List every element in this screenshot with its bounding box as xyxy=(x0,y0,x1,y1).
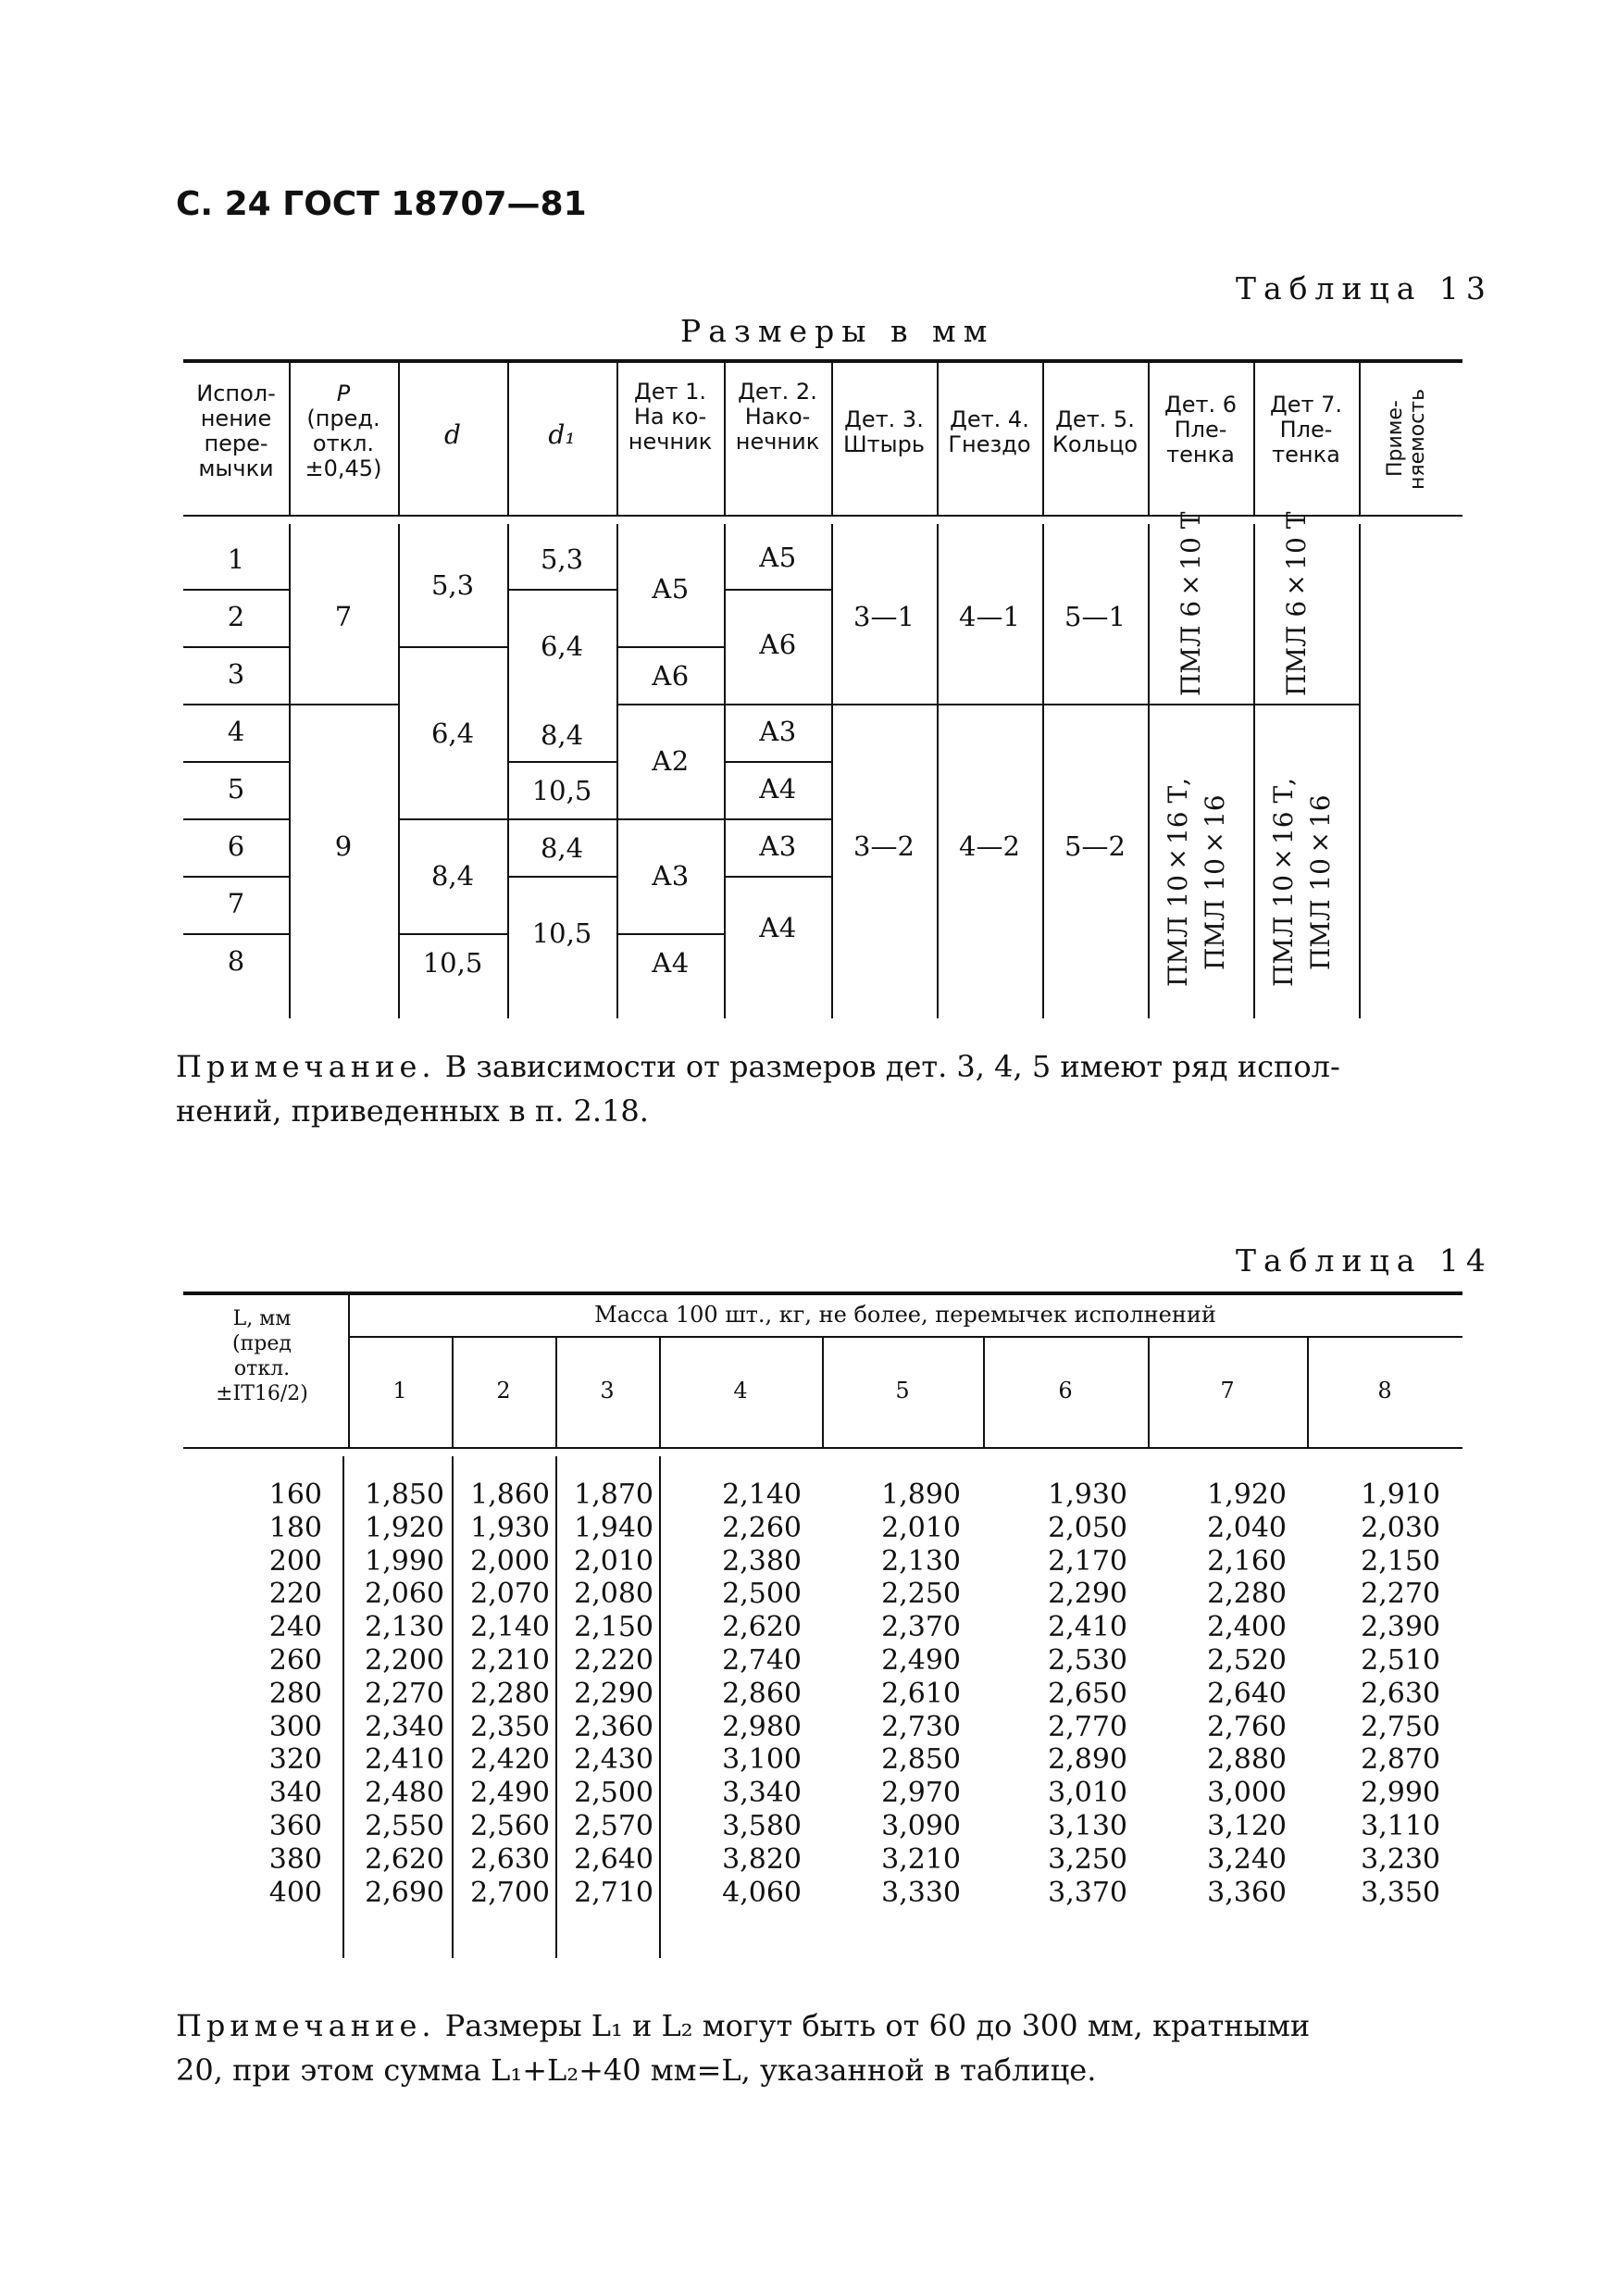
L-value: 380 xyxy=(268,1842,322,1876)
header-det2-2: Нако- xyxy=(744,404,811,430)
mass-cell: 2,010 xyxy=(574,1544,653,1578)
col-header-2: 2 xyxy=(496,1378,511,1404)
det1-value-4: А3 xyxy=(651,860,690,892)
header-primenyaemost: Приме- няемость xyxy=(1384,388,1429,490)
det4-value-1: 4—1 xyxy=(959,601,1020,632)
mass-cell: 3,000 xyxy=(1207,1777,1287,1810)
header-ispolnenie-3: пере- xyxy=(204,430,268,456)
det1-value-2: А6 xyxy=(651,660,690,692)
mass-cell: 2,210 xyxy=(470,1644,550,1677)
header-det2-3: нечник xyxy=(735,429,820,455)
mass-cell: 2,980 xyxy=(722,1710,802,1743)
mass-cell: 3,370 xyxy=(1048,1876,1127,1909)
header-L-3: откл. xyxy=(233,1357,291,1380)
mass-cell: 2,870 xyxy=(1361,1743,1440,1777)
mass-cell: 2,640 xyxy=(574,1842,653,1876)
mass-cell: 1,870 xyxy=(574,1479,653,1511)
col-header-5: 5 xyxy=(895,1378,910,1404)
det1-value-5: А4 xyxy=(651,947,690,979)
mass-cell: 2,700 xyxy=(470,1876,550,1909)
d-value-4: 10,5 xyxy=(422,947,483,979)
mass-cell: 2,160 xyxy=(1207,1544,1287,1578)
page-header: С. 24 ГОСТ 18707—81 xyxy=(176,185,587,223)
col-header-7: 7 xyxy=(1220,1378,1235,1404)
mass-cell: 1,940 xyxy=(574,1511,653,1544)
header-det7-2: Пле- xyxy=(1279,417,1333,443)
mass-cell: 2,750 xyxy=(1361,1710,1440,1743)
mass-cell: 2,860 xyxy=(722,1677,802,1710)
header-det7-3: тенка xyxy=(1272,442,1340,468)
table13-note-text1: В зависимости от размеров дет. 3, 4, 5 имеют ряд испол- xyxy=(435,1049,1340,1084)
mass-cell: 2,620 xyxy=(365,1842,444,1876)
mass-cell: 2,360 xyxy=(574,1710,653,1743)
det6-value-3: ПМЛ 10×16 xyxy=(1200,794,1230,970)
mass-cell: 2,880 xyxy=(1207,1743,1287,1777)
mass-cell: 2,370 xyxy=(881,1611,961,1644)
header-ispolnenie-2: нение xyxy=(200,406,272,431)
mass-cell: 2,260 xyxy=(722,1511,802,1544)
mass-cell: 2,730 xyxy=(881,1710,961,1743)
mass-cell: 2,130 xyxy=(881,1544,961,1578)
mass-cell: 1,890 xyxy=(881,1479,961,1511)
header-p-2: (пред. xyxy=(306,406,380,431)
mass-cell: 4,060 xyxy=(722,1876,802,1909)
d-value-1: 5,3 xyxy=(430,569,475,601)
mass-cell: 3,350 xyxy=(1361,1876,1440,1909)
table14-note-text1: Размеры L₁ и L₂ могут быть от 60 до 300 мм, кратными xyxy=(435,2008,1311,2043)
mass-cell: 1,910 xyxy=(1361,1479,1440,1511)
mass-cell: 3,130 xyxy=(1048,1810,1127,1842)
mass-cell: 1,860 xyxy=(470,1479,550,1511)
mass-cell: 2,200 xyxy=(365,1644,444,1677)
col-header-6: 6 xyxy=(1058,1378,1073,1404)
L-value: 180 xyxy=(268,1511,322,1544)
mass-cell: 2,010 xyxy=(881,1511,961,1544)
L-value: 360 xyxy=(268,1810,322,1842)
mass-cell: 2,390 xyxy=(1361,1611,1440,1644)
ispolnenie-5: 5 xyxy=(227,773,245,805)
mass-cell: 1,920 xyxy=(365,1511,444,1544)
det4-value-2: 4—2 xyxy=(959,830,1020,862)
table-14 xyxy=(183,1292,1462,1958)
header-d1: d₁ xyxy=(548,419,576,450)
mass-cell: 2,570 xyxy=(574,1810,653,1842)
det7-value-3: ПМЛ 10×16 xyxy=(1305,794,1336,970)
table14-caption: Таблица 14 xyxy=(1236,1242,1493,1279)
mass-cell: 2,500 xyxy=(722,1578,802,1611)
det2-value-5: А3 xyxy=(758,830,797,862)
det5-value-2: 5—2 xyxy=(1064,830,1126,862)
mass-cell: 2,060 xyxy=(365,1578,444,1611)
header-det6-1: Дет. 6 xyxy=(1164,392,1238,418)
d-value-2: 6,4 xyxy=(430,718,475,749)
ispolnenie-7: 7 xyxy=(227,888,245,919)
mass-cell: 2,280 xyxy=(470,1677,550,1710)
mass-cell: 2,270 xyxy=(365,1677,444,1710)
mass-cell: 3,210 xyxy=(881,1842,961,1876)
mass-cell: 3,330 xyxy=(881,1876,961,1909)
table14-note-label: Примечание. xyxy=(176,2008,436,2043)
mass-cell: 3,100 xyxy=(722,1743,802,1777)
mass-cell: 2,150 xyxy=(574,1611,653,1644)
mass-cell: 1,930 xyxy=(470,1511,550,1544)
header-L-2: (пред xyxy=(232,1332,292,1355)
header-det2-1: Дет. 2. xyxy=(738,379,817,405)
mass-cell: 2,280 xyxy=(1207,1578,1287,1611)
mass-cell: 3,230 xyxy=(1361,1842,1440,1876)
header-det4-2: Гнездо xyxy=(948,431,1031,457)
mass-cell: 2,630 xyxy=(1361,1677,1440,1710)
mass-cell: 2,650 xyxy=(1048,1677,1127,1710)
table14-note-text2: 20, при этом сумма L₁+L₂+40 мм=L, указанной в таблице. xyxy=(176,2053,1097,2088)
table13-note-label: Примечание. xyxy=(176,1049,436,1084)
mass-cell: 2,560 xyxy=(470,1810,550,1842)
mass-cell: 2,350 xyxy=(470,1710,550,1743)
table14-note xyxy=(176,2003,1462,2092)
mass-cell: 2,290 xyxy=(574,1677,653,1710)
mass-cell: 2,530 xyxy=(1048,1644,1127,1677)
mass-cell: 3,240 xyxy=(1207,1842,1287,1876)
mass-cell: 3,010 xyxy=(1048,1777,1127,1810)
mass-cell: 3,250 xyxy=(1048,1842,1127,1876)
header-L-1: L, мм xyxy=(232,1307,292,1330)
det2-value-4: А4 xyxy=(758,773,797,805)
det3-value-2: 3—2 xyxy=(853,830,915,862)
det3-value-1: 3—1 xyxy=(853,601,915,632)
table13-note-text2: нений, приведенных в п. 2.18. xyxy=(176,1093,649,1129)
mass-cell: 2,620 xyxy=(722,1611,802,1644)
header-det6-3: тенка xyxy=(1166,442,1235,468)
header-ispolnenie-4: мычки xyxy=(198,455,274,481)
d1-value-6: 10,5 xyxy=(531,917,592,949)
mass-cell: 2,130 xyxy=(365,1611,444,1644)
mass-cell: 2,380 xyxy=(722,1544,802,1578)
mass-cell: 2,970 xyxy=(881,1777,961,1810)
mass-cell: 1,930 xyxy=(1048,1479,1127,1511)
mass-cell: 3,580 xyxy=(722,1810,802,1842)
mass-cell: 2,610 xyxy=(881,1677,961,1710)
mass-cell: 2,490 xyxy=(470,1777,550,1810)
mass-cell: 2,640 xyxy=(1207,1677,1287,1710)
L-value: 220 xyxy=(268,1578,322,1611)
mass-cell: 2,740 xyxy=(722,1644,802,1677)
mass-cell: 2,250 xyxy=(881,1578,961,1611)
mass-cell: 2,070 xyxy=(470,1578,550,1611)
mass-cell: 2,510 xyxy=(1361,1644,1440,1677)
header-det1-2: На ко- xyxy=(633,404,707,430)
header-det3-1: Дет. 3. xyxy=(844,406,924,432)
table-13 xyxy=(183,359,1462,1018)
mass-cell: 3,090 xyxy=(881,1810,961,1842)
mass-cell: 2,500 xyxy=(574,1777,653,1810)
mass-cell: 2,630 xyxy=(470,1842,550,1876)
mass-cell: 2,430 xyxy=(574,1743,653,1777)
header-d: d xyxy=(444,419,461,450)
col-header-3: 3 xyxy=(600,1378,615,1404)
mass-cell: 2,690 xyxy=(365,1876,444,1909)
L-value: 160 xyxy=(268,1479,322,1511)
det6-value-2: ПМЛ 10×16 Т, xyxy=(1163,777,1193,988)
mass-cell: 2,850 xyxy=(881,1743,961,1777)
det2-value-1: А5 xyxy=(758,542,797,573)
header-det5-2: Кольцо xyxy=(1052,431,1139,457)
ispolnenie-8: 8 xyxy=(227,945,245,977)
mass-cell: 2,170 xyxy=(1048,1544,1127,1578)
d1-value-1: 5,3 xyxy=(540,543,584,575)
ispolnenie-4: 4 xyxy=(227,716,245,747)
mass-cell: 3,110 xyxy=(1361,1810,1440,1842)
mass-cell: 2,140 xyxy=(722,1479,802,1511)
mass-cell: 3,820 xyxy=(722,1842,802,1876)
p-value-9: 9 xyxy=(334,830,353,862)
det1-value-1: А5 xyxy=(651,573,690,605)
mass-cell: 2,760 xyxy=(1207,1710,1287,1743)
ispolnenie-3: 3 xyxy=(227,658,245,690)
mass-cell: 2,490 xyxy=(881,1644,961,1677)
ispolnenie-1: 1 xyxy=(227,543,245,575)
L-value: 400 xyxy=(268,1876,322,1909)
mass-cell: 2,400 xyxy=(1207,1611,1287,1644)
header-p-3: откл. xyxy=(312,430,375,456)
det1-value-3: А2 xyxy=(651,745,690,777)
header-det5-1: Дет. 5. xyxy=(1055,406,1135,432)
mass-cell: 2,710 xyxy=(574,1876,653,1909)
mass-cell: 2,080 xyxy=(574,1578,653,1611)
L-value: 240 xyxy=(268,1611,322,1644)
det2-value-2: А6 xyxy=(758,629,797,660)
col-header-4: 4 xyxy=(733,1378,748,1404)
mass-cell: 3,360 xyxy=(1207,1876,1287,1909)
mass-cell: 2,000 xyxy=(470,1544,550,1578)
d1-value-3: 8,4 xyxy=(540,719,584,751)
d1-value-2: 6,4 xyxy=(540,630,584,662)
header-det3-2: Штырь xyxy=(843,431,925,457)
L-value: 260 xyxy=(268,1644,322,1677)
table13-caption: Таблица 13 xyxy=(1236,270,1493,306)
table13-note xyxy=(176,1044,1462,1133)
mass-cell: 2,410 xyxy=(365,1743,444,1777)
d-value-3: 8,4 xyxy=(430,860,475,892)
d1-value-5: 8,4 xyxy=(540,832,584,864)
mass-cell: 2,270 xyxy=(1361,1578,1440,1611)
L-value: 280 xyxy=(268,1677,322,1710)
header-L-4: ±IT16/2) xyxy=(216,1382,308,1405)
mass-cell: 2,890 xyxy=(1048,1743,1127,1777)
det2-value-3: А3 xyxy=(758,716,797,747)
mass-cell: 2,290 xyxy=(1048,1578,1127,1611)
det7-value-1: ПМЛ 6×10 Т xyxy=(1281,511,1312,696)
header-det7-1: Дет 7. xyxy=(1269,392,1343,418)
det6-value-1: ПМЛ 6×10 Т xyxy=(1176,511,1206,696)
mass-cell: 2,550 xyxy=(365,1810,444,1842)
mass-cell: 2,480 xyxy=(365,1777,444,1810)
header-p-1: P xyxy=(336,381,351,406)
mass-cell: 2,050 xyxy=(1048,1511,1127,1544)
mass-cell: 2,030 xyxy=(1361,1511,1440,1544)
header-det4-1: Дет. 4. xyxy=(950,406,1029,432)
det5-value-1: 5—1 xyxy=(1064,601,1126,632)
mass-cell: 2,340 xyxy=(365,1710,444,1743)
mass-cell: 2,140 xyxy=(470,1611,550,1644)
header-det6-2: Пле- xyxy=(1174,417,1227,443)
det2-value-6: А4 xyxy=(758,912,797,943)
mass-cell: 2,410 xyxy=(1048,1611,1127,1644)
ispolnenie-6: 6 xyxy=(227,830,245,862)
col-header-8: 8 xyxy=(1377,1378,1392,1404)
mass-cell: 3,120 xyxy=(1207,1810,1287,1842)
mass-cell: 3,340 xyxy=(722,1777,802,1810)
header-det1-1: Дет 1. xyxy=(633,379,707,405)
mass-cell: 2,420 xyxy=(470,1743,550,1777)
mass-cell: 1,850 xyxy=(365,1479,444,1511)
mass-cell: 1,920 xyxy=(1207,1479,1287,1511)
header-ispolnenie-1: Испол- xyxy=(196,381,276,406)
mass-cell: 2,040 xyxy=(1207,1511,1287,1544)
col-header-1: 1 xyxy=(392,1378,407,1404)
mass-cell: 2,520 xyxy=(1207,1644,1287,1677)
mass-cell: 1,990 xyxy=(365,1544,444,1578)
L-value: 300 xyxy=(268,1710,322,1743)
mass-cell: 2,770 xyxy=(1048,1710,1127,1743)
mass-cell: 2,150 xyxy=(1361,1544,1440,1578)
det7-value-2: ПМЛ 10×16 Т, xyxy=(1268,777,1299,988)
mass-cell: 2,990 xyxy=(1361,1777,1440,1810)
ispolnenie-2: 2 xyxy=(227,601,245,632)
header-mass: Масса 100 шт., кг, не более, перемычек исполнений xyxy=(594,1302,1216,1328)
header-det1-3: нечник xyxy=(628,429,713,455)
p-value-7: 7 xyxy=(334,601,353,632)
mass-cell: 2,220 xyxy=(574,1644,653,1677)
table13-subcaption: Размеры в мм xyxy=(680,313,995,349)
d1-value-4: 10,5 xyxy=(531,775,592,806)
L-value: 340 xyxy=(268,1777,322,1810)
L-value: 320 xyxy=(268,1743,322,1777)
header-p-4: ±0,45) xyxy=(305,455,382,481)
L-value: 200 xyxy=(268,1544,322,1578)
